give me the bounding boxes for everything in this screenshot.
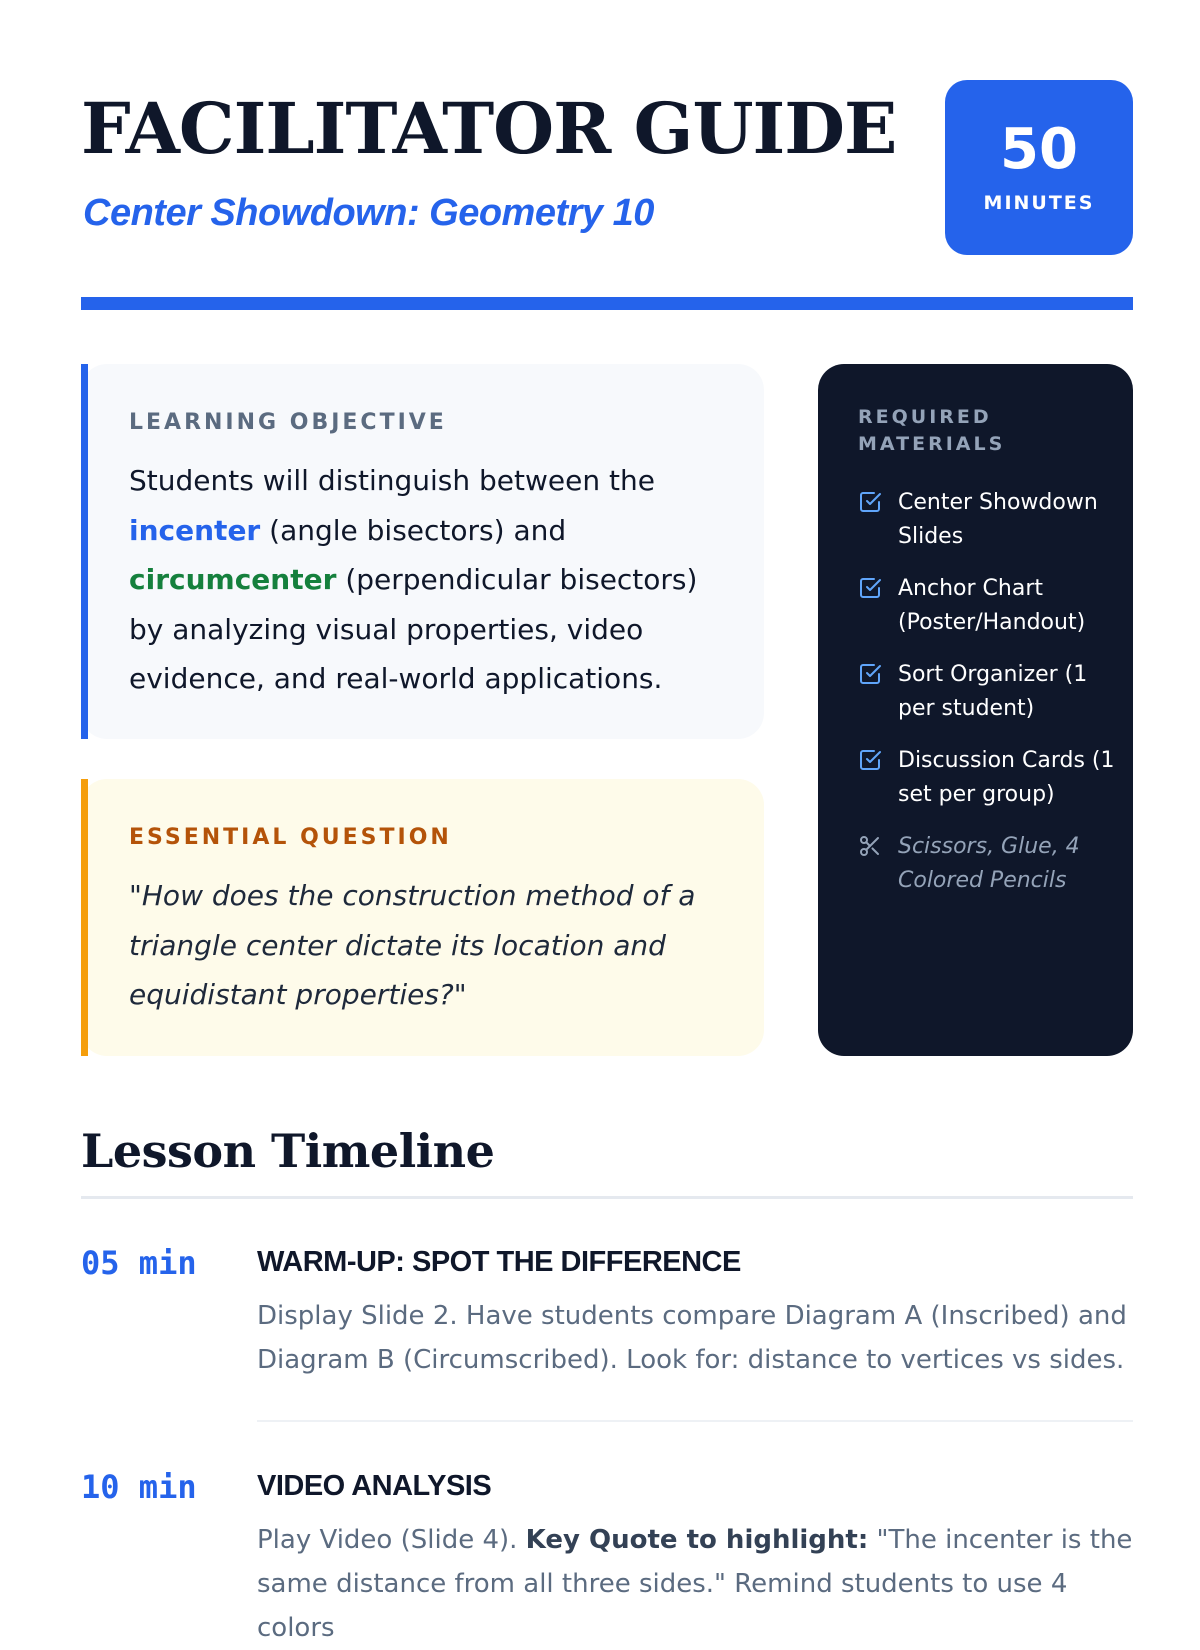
material-item bbox=[858, 572, 1118, 640]
checkbox-icon bbox=[858, 662, 882, 686]
objective-accent-bar bbox=[81, 364, 88, 739]
timeline-heading: Lesson Timeline bbox=[81, 1124, 495, 1178]
entry-description bbox=[257, 1518, 1133, 1650]
material-text: Anchor Chart (Poster/Handout) bbox=[898, 576, 1086, 635]
duration-value: 50 bbox=[1000, 117, 1078, 182]
objective-text bbox=[129, 456, 729, 704]
material-text: Sort Organizer (1 per student) bbox=[898, 662, 1088, 721]
question-accent-bar bbox=[81, 779, 88, 1056]
duration-badge bbox=[945, 80, 1133, 255]
checkbox-icon bbox=[858, 490, 882, 514]
entry-title: WARM-UP: SPOT THE DIFFERENCE bbox=[257, 1246, 741, 1278]
required-materials-panel bbox=[818, 364, 1133, 1056]
objective-text-part: Students will distinguish between the bbox=[129, 464, 655, 497]
scissors-icon bbox=[858, 834, 882, 858]
key-quote-label: Key Quote to highlight: bbox=[525, 1525, 869, 1555]
objective-label: LEARNING OBJECTIVE bbox=[129, 410, 447, 435]
guide-header bbox=[81, 80, 1133, 255]
material-item bbox=[858, 486, 1118, 554]
material-text: Center Showdown Slides bbox=[898, 490, 1098, 549]
essential-question-card bbox=[81, 779, 764, 1056]
material-item bbox=[858, 658, 1118, 726]
material-text: Discussion Cards (1 set per group) bbox=[898, 748, 1115, 807]
objective-text-part: (perpendicular bisectors) by analyzing visual properties, video evidence, and real-world applications. bbox=[129, 563, 698, 695]
checkbox-icon bbox=[858, 576, 882, 600]
materials-list bbox=[858, 486, 1118, 916]
entry-title: VIDEO ANALYSIS bbox=[257, 1470, 492, 1502]
header-divider bbox=[81, 297, 1133, 310]
material-item bbox=[858, 830, 1118, 898]
checkbox-icon bbox=[858, 748, 882, 772]
material-item bbox=[858, 744, 1118, 812]
page-title: FACILITATOR GUIDE bbox=[81, 87, 897, 170]
question-text: "How does the construction method of a triangle center dictate its location and equidistant properties?" bbox=[129, 879, 696, 1011]
entry-divider bbox=[257, 1420, 1133, 1422]
entry-duration: 05 min bbox=[81, 1244, 197, 1282]
question-label: ESSENTIAL QUESTION bbox=[129, 825, 452, 850]
entry-body-prefix: Play Video (Slide 4). bbox=[257, 1525, 526, 1555]
objective-text-part: (angle bisectors) and bbox=[260, 513, 567, 547]
lesson-subtitle: Center Showdown: Geometry 10 bbox=[83, 192, 654, 234]
incenter-keyword: incenter bbox=[129, 513, 261, 547]
entry-body-suffix: "The incenter is the same distance from all three sides." Remind students to use 4 colors bbox=[257, 1525, 1133, 1643]
materials-label: REQUIRED MATERIALS bbox=[858, 406, 1006, 455]
entry-description: Display Slide 2. Have students compare Diagram A (Inscribed) and Diagram B (Circumscribed). Look for: distance to vertices vs sides. bbox=[257, 1301, 1127, 1375]
entry-duration: 10 min bbox=[81, 1468, 197, 1506]
duration-unit: MINUTES bbox=[983, 192, 1095, 214]
timeline-divider bbox=[81, 1196, 1133, 1199]
material-text: Scissors, Glue, 4 Colored Pencils bbox=[898, 834, 1080, 893]
circumcenter-keyword: circumcenter bbox=[129, 563, 337, 596]
learning-objective-card bbox=[81, 364, 764, 739]
